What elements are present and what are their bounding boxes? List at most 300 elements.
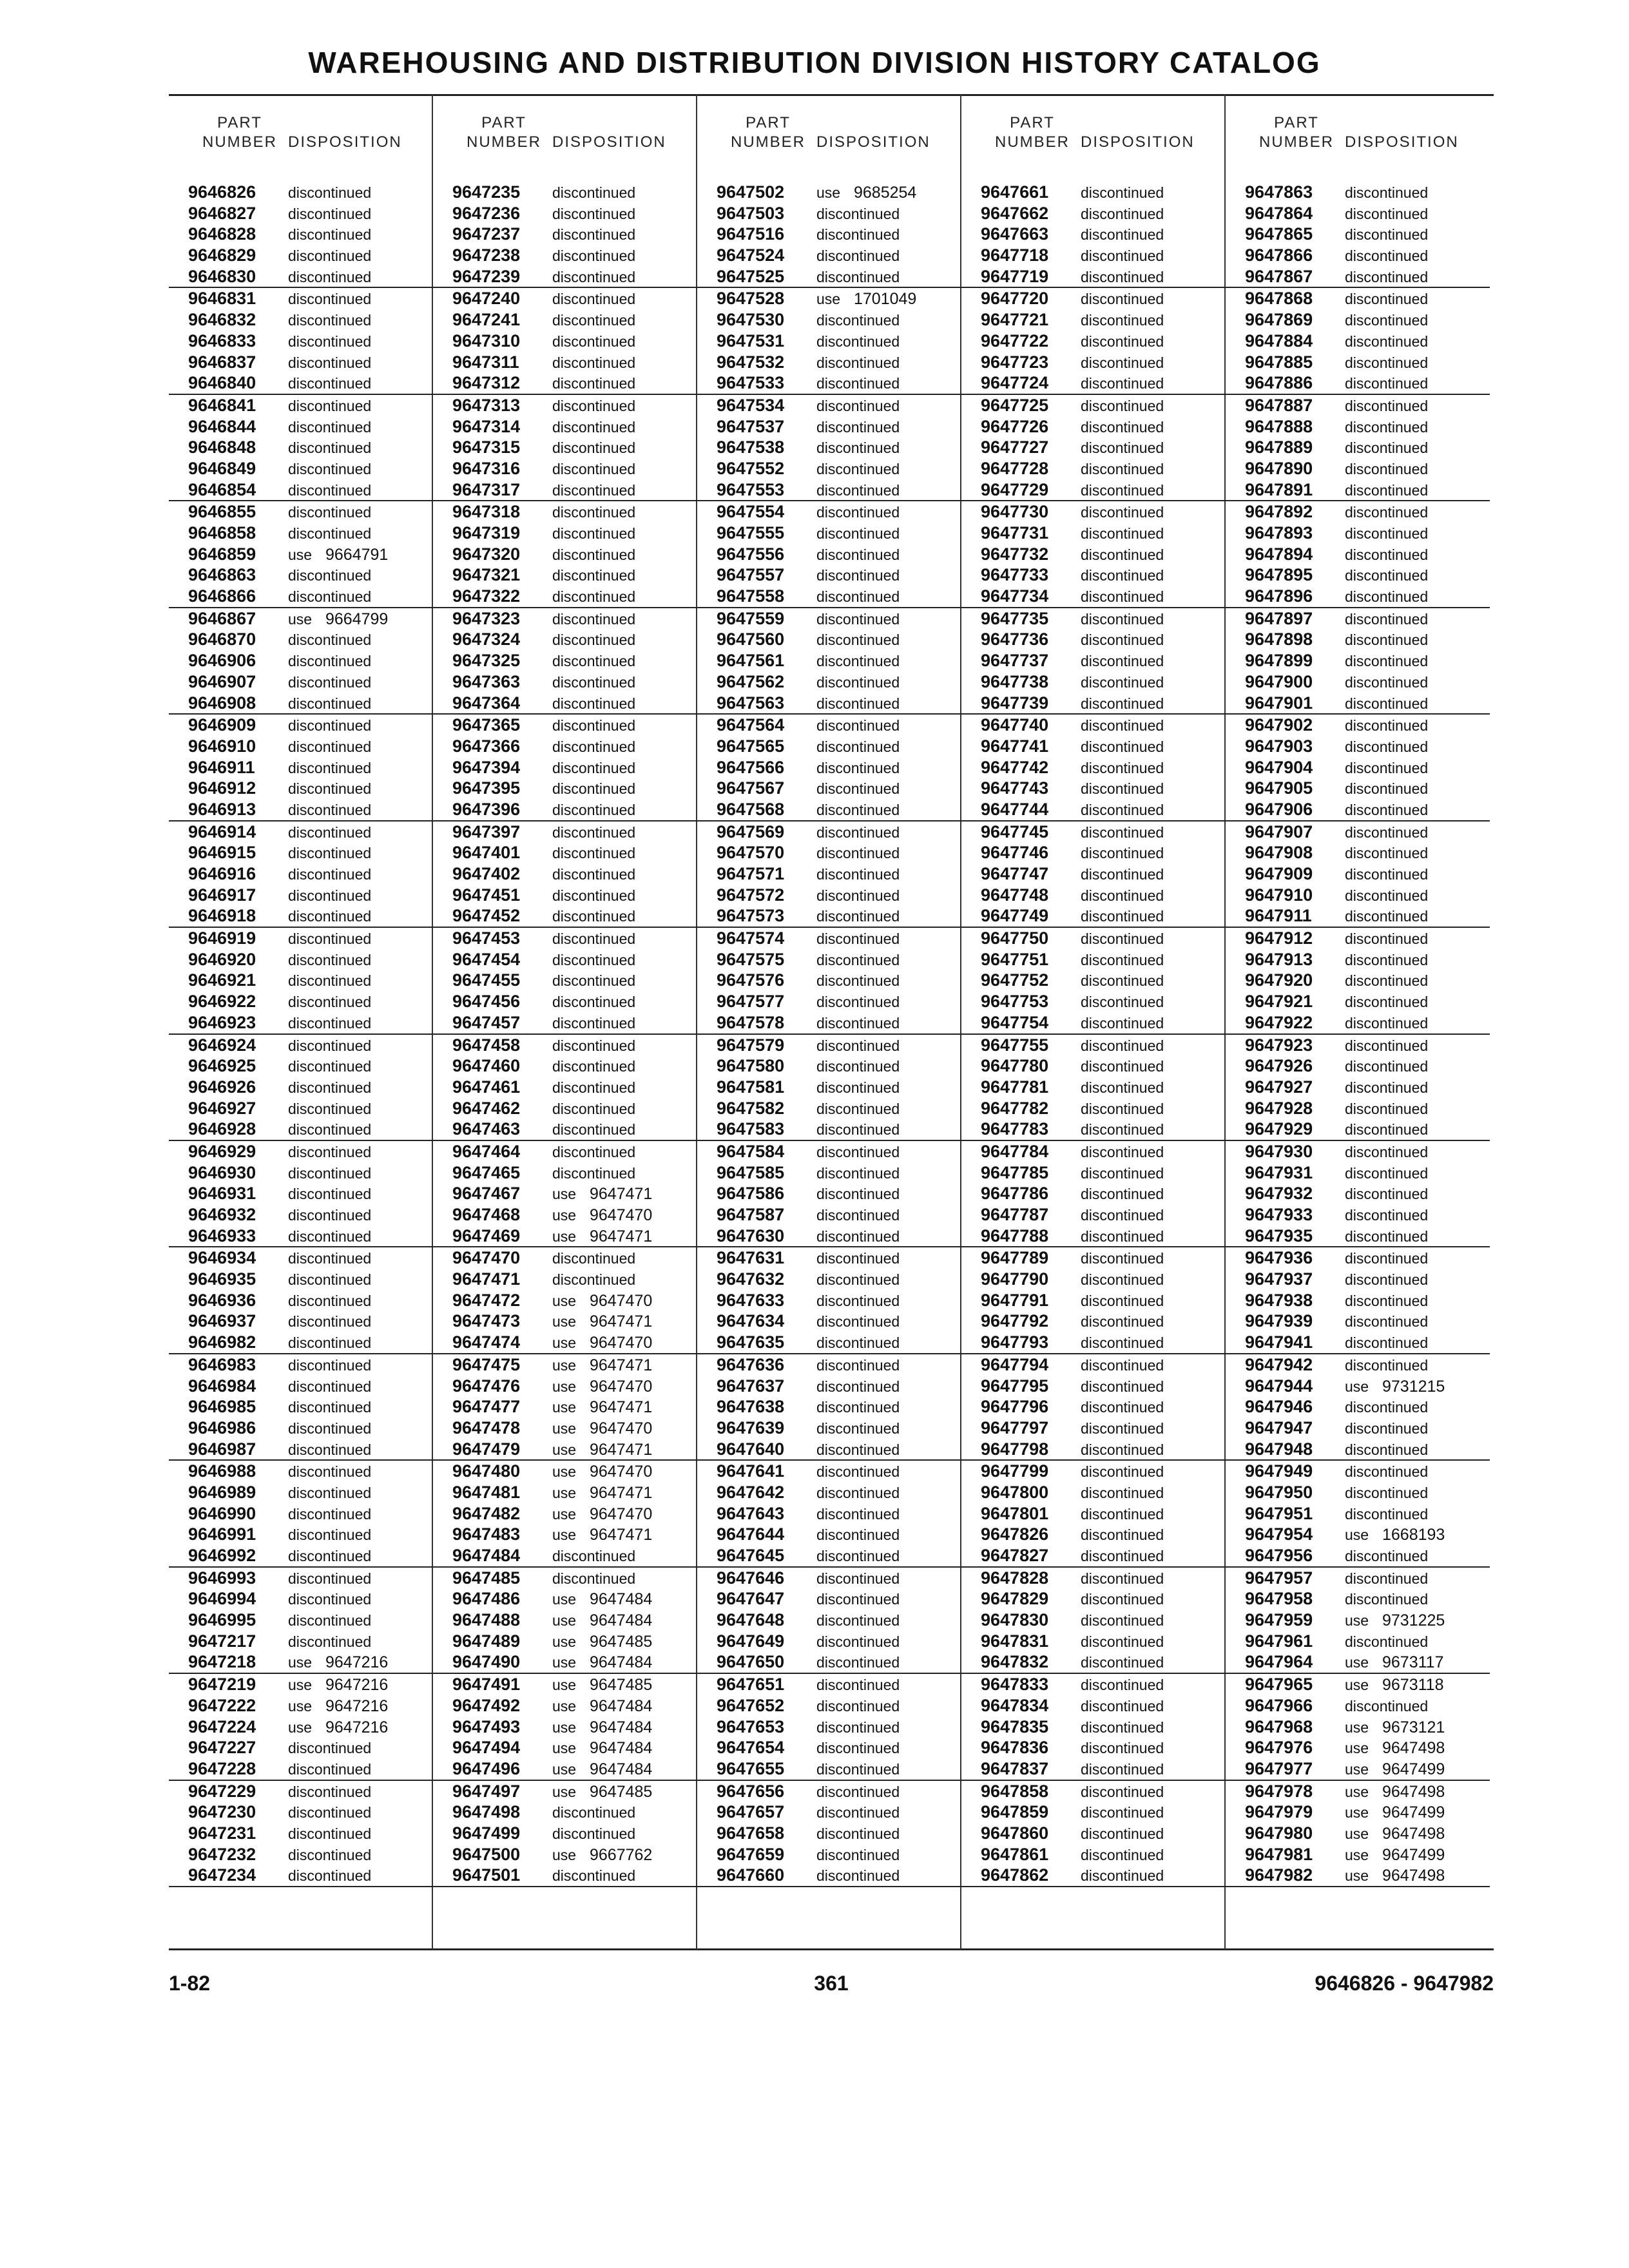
part-number: 9647473 [452,1311,521,1331]
part-number: 9647901 [1245,693,1313,713]
table-row [961,182,1226,203]
disposition [552,1782,652,1802]
part-number: 9647794 [981,1354,1049,1374]
table-row [433,715,697,736]
table-row [433,479,697,502]
table-row [1226,1865,1490,1887]
disposition: discontinued [288,439,372,457]
part-number: 9646932 [188,1205,256,1224]
part-number: 9647464 [452,1141,521,1161]
disposition: discontinued [288,1548,372,1564]
disposition: discontinued [552,1014,636,1032]
disposition-use: use [1345,1867,1369,1885]
disposition: discontinued [288,1227,372,1245]
disposition: discontinued [1345,1058,1429,1075]
part-number: 9647731 [981,523,1049,543]
disposition: discontinued [288,1100,372,1117]
table-row [1226,1290,1490,1311]
disposition-use: use [552,1292,577,1309]
table-row [169,1610,433,1631]
part-number: 9646855 [188,502,256,522]
disposition: discontinued [1081,673,1164,691]
table-row [961,1141,1226,1162]
table-row [1226,352,1490,373]
part-number: 9647740 [981,715,1049,735]
part-number: 9647724 [981,373,1049,393]
disposition: discontinued [552,972,636,990]
table-row [433,395,697,416]
replacement-part-number: 9647216 [325,1696,389,1715]
part-number: 9647742 [981,757,1049,777]
table-row [697,1716,961,1738]
disposition: discontinued [816,1378,900,1395]
table-row [697,586,961,608]
part-number: 9646854 [188,479,256,499]
disposition-use: use [552,1313,577,1331]
table-row [433,1396,697,1418]
table-row [961,395,1226,416]
footer-section: 1-82 [169,1972,211,1995]
part-number: 9647647 [717,1589,785,1609]
disposition: discontinued [288,588,372,606]
disposition: discontinued [1345,504,1429,521]
disposition-use: use [1345,1825,1369,1842]
disposition: discontinued [552,525,636,542]
part-number: 9647556 [717,544,785,564]
table-row [697,629,961,650]
table-row [697,1055,961,1077]
part-number: 9647552 [717,458,785,478]
disposition: discontinued [1081,908,1164,925]
disposition: discontinued [816,439,900,457]
disposition: discontinued [1081,1227,1164,1245]
part-number: 9646920 [188,949,256,969]
table-row [961,437,1226,458]
part-number: 9647744 [981,799,1049,819]
disposition: discontinued [1081,1591,1164,1608]
disposition: discontinued [1081,354,1164,371]
part-number-heading [729,113,807,152]
disposition: discontinued [552,567,636,584]
disposition: discontinued [816,1227,900,1245]
table-row [697,1568,961,1589]
part-number: 9647889 [1245,437,1313,457]
table-row [169,458,433,479]
part-number: 9647939 [1245,1311,1313,1331]
table-row [169,266,433,289]
disposition: discontinued [552,226,636,244]
disposition: discontinued [816,397,900,414]
disposition-use: use [1345,1677,1369,1694]
disposition-use: use [288,1697,313,1715]
part-number: 9646990 [188,1503,256,1523]
part-number: 9647937 [1245,1269,1313,1289]
part-number: 9647885 [1245,352,1313,372]
table-row [697,266,961,289]
part-number: 9647902 [1245,715,1313,735]
disposition: discontinued [552,780,636,798]
disposition-use: use [816,184,841,201]
disposition: discontinued [1345,845,1429,862]
table-row [1226,479,1490,502]
disposition: discontinued [1081,653,1164,670]
table-row [169,416,433,437]
number-heading-line: NUMBER [466,133,541,151]
table-row [169,970,433,991]
part-number: 9647454 [452,949,521,969]
disposition [1345,1803,1445,1822]
table-row [1226,671,1490,693]
replacement-part-number: 9647471 [590,1356,653,1374]
part-number: 9646922 [188,992,256,1012]
table-row [961,1290,1226,1311]
part-number: 9646984 [188,1376,256,1396]
disposition-use: use [552,1633,577,1650]
table-row [961,1695,1226,1716]
part-number: 9647575 [717,949,785,969]
disposition: discontinued [1345,887,1429,904]
disposition [552,1653,652,1672]
disposition: discontinued [288,1334,372,1352]
table-row [433,1716,697,1738]
disposition: discontinued [1081,1505,1164,1523]
part-number: 9647785 [981,1162,1049,1182]
table-row [697,501,961,523]
disposition: discontinued [552,1804,636,1821]
replacement-part-number: 9647471 [590,1398,653,1417]
disposition: discontinued [1345,397,1429,414]
disposition-use: use [1345,1612,1369,1629]
part-number: 9647976 [1245,1738,1313,1758]
table-row [697,1269,961,1290]
part-number: 9647800 [981,1482,1049,1502]
replacement-part-number: 9647471 [590,1312,653,1331]
table-row [1226,245,1490,266]
disposition: discontinued [1081,801,1164,818]
replacement-part-number: 9647470 [590,1291,653,1310]
part-number: 9647899 [1245,651,1313,671]
part-number: 9647397 [452,822,521,841]
table-row [961,523,1226,544]
part-number: 9647497 [452,1781,521,1801]
part-number: 9647457 [452,1012,521,1032]
part-number: 9647784 [981,1141,1049,1161]
disposition: discontinued [1081,332,1164,350]
disposition: discontinued [816,1037,900,1054]
table-row [961,586,1226,608]
part-number: 9647956 [1245,1546,1313,1565]
part-number: 9647478 [452,1418,521,1437]
disposition: discontinued [1081,1612,1164,1629]
table-row [169,501,433,523]
table-row [169,1482,433,1503]
disposition: discontinued [1345,247,1429,265]
disposition: discontinued [1081,1441,1164,1458]
disposition-use: use [288,1677,313,1694]
disposition: discontinued [1345,653,1429,670]
disposition: discontinued [1345,354,1429,371]
disposition: discontinued [816,481,900,499]
table-row [169,905,433,928]
part-number: 9647325 [452,651,521,671]
part-number: 9646863 [188,565,256,585]
part-number: 9647641 [717,1461,785,1481]
disposition [1345,1675,1443,1695]
part-number: 9647561 [717,651,785,671]
disposition: discontinued [1081,205,1164,222]
disposition: discontinued [1081,1484,1164,1501]
disposition: discontinued [816,546,900,563]
disposition-use: use [552,1463,577,1481]
part-number: 9647236 [452,203,521,223]
part-number: 9646994 [188,1589,256,1609]
table-row [697,799,961,822]
table-row [169,1311,433,1332]
table-row [433,437,697,458]
disposition: discontinued [816,653,900,670]
disposition: discontinued [816,268,900,285]
table-row [697,331,961,352]
part-number: 9647644 [717,1524,785,1544]
part-number: 9647480 [452,1461,521,1481]
part-number: 9647753 [981,992,1049,1012]
part-number: 9647635 [717,1332,785,1352]
disposition: discontinued [288,801,372,818]
part-number: 9646924 [188,1035,256,1055]
part-number: 9647217 [188,1631,256,1651]
table-row [1226,778,1490,799]
table-row [697,863,961,885]
part-number: 9647562 [717,671,785,691]
disposition: discontinued [288,1058,372,1075]
part-number: 9647931 [1245,1162,1313,1182]
disposition-use: use [552,1484,577,1501]
part-number: 9647231 [188,1823,256,1843]
part-number: 9646858 [188,523,256,543]
disposition: discontinued [1081,1100,1164,1117]
part-number: 9647474 [452,1332,521,1352]
part-number: 9647788 [981,1225,1049,1245]
table-row [1226,928,1490,949]
disposition: discontinued [1345,1463,1429,1481]
disposition: discontinued [288,1271,372,1289]
disposition [552,1206,652,1225]
disposition: discontinued [816,1441,900,1458]
table-row [1226,372,1490,395]
disposition-heading: DISPOSITION [552,133,666,151]
part-number: 9647828 [981,1568,1049,1588]
part-number: 9646916 [188,864,256,883]
table-row [961,564,1226,586]
table-row [697,1439,961,1461]
replacement-part-number: 9673117 [1382,1653,1444,1672]
table-row [1226,1439,1490,1461]
part-number: 9646927 [188,1098,256,1118]
table-row [169,352,433,373]
table-row [169,309,433,331]
part-number: 9646995 [188,1610,256,1630]
table-row [169,1035,433,1056]
part-number: 9646832 [188,310,256,330]
part-heading-line: PART [481,114,526,131]
part-number: 9647639 [717,1418,785,1437]
disposition: discontinued [816,1058,900,1075]
part-number: 9647636 [717,1354,785,1374]
replacement-part-number: 9647485 [590,1676,653,1695]
table-row [433,1737,697,1758]
disposition: discontinued [1345,439,1429,457]
replacement-part-number: 9647485 [590,1632,653,1651]
table-row [961,970,1226,991]
disposition: discontinued [552,951,636,968]
table-row [697,1396,961,1418]
table-row [961,266,1226,289]
table-row [697,1183,961,1204]
disposition: discontinued [1345,801,1429,818]
table-row [697,1098,961,1119]
table-row [697,693,961,715]
disposition: discontinued [1081,1121,1164,1139]
part-number: 9647941 [1245,1332,1313,1352]
table-row [961,1524,1226,1545]
table-row [697,1503,961,1524]
table-row [433,1439,697,1461]
table-row [961,203,1226,224]
disposition: discontinued [1345,1250,1429,1267]
part-number: 9647782 [981,1098,1049,1118]
table-row [1226,1716,1490,1738]
disposition: discontinued [816,1186,900,1203]
part-number: 9647460 [452,1056,521,1076]
table-row [1226,1781,1490,1802]
table-row [697,928,961,949]
table-row [697,1631,961,1652]
part-number: 9647574 [717,928,785,948]
table-row [433,1844,697,1865]
table-row [169,650,433,671]
part-number: 9647866 [1245,245,1313,265]
part-number: 9647781 [981,1077,1049,1097]
table-row [961,905,1226,928]
part-number: 9647645 [717,1546,785,1565]
disposition: discontinued [1081,375,1164,392]
disposition: discontinued [1081,312,1164,329]
table-row [433,693,697,715]
table-row [961,799,1226,822]
part-number: 9647864 [1245,203,1313,223]
disposition: discontinued [816,1526,900,1544]
disposition: discontinued [552,1058,636,1075]
disposition: discontinued [816,1718,900,1736]
table-row [697,309,961,331]
disposition-use: use [1345,1718,1369,1736]
part-number: 9647320 [452,544,521,564]
disposition [1345,1824,1445,1843]
table-row [433,1588,697,1610]
disposition-use: use [552,1846,577,1863]
disposition: discontinued [552,1250,636,1267]
table-row [697,1461,961,1482]
table-row [961,608,1226,629]
table-row [1226,757,1490,778]
table-row [961,1823,1226,1844]
part-number: 9647860 [981,1823,1049,1843]
disposition: discontinued [288,972,372,990]
table-row [169,1588,433,1610]
disposition-use: use [552,1441,577,1458]
table-row [433,331,697,352]
table-row [169,629,433,650]
table-row [169,1716,433,1738]
table-row [961,1077,1226,1098]
part-number: 9647929 [1245,1119,1313,1139]
table-row [961,1247,1226,1269]
part-number: 9647485 [452,1568,521,1588]
part-number: 9646983 [188,1354,256,1374]
part-number: 9647402 [452,864,521,883]
disposition: discontinued [1345,332,1429,350]
part-number: 9647500 [452,1844,521,1864]
table-row [433,608,697,629]
table-row [961,842,1226,863]
disposition: discontinued [816,354,900,371]
disposition: discontinued [1081,780,1164,798]
disposition: discontinued [816,1612,900,1629]
disposition [552,1440,652,1459]
table-row [433,1545,697,1568]
table-row [697,1332,961,1354]
table-row [433,1568,697,1589]
table-row [1226,1758,1490,1781]
part-number: 9647310 [452,331,521,351]
table-row [1226,799,1490,822]
disposition: discontinued [552,631,636,649]
disposition [552,1696,652,1716]
disposition: discontinued [1345,546,1429,563]
part-number: 9647755 [981,1035,1049,1055]
table-row [433,1631,697,1652]
column-header [169,113,433,159]
disposition: discontinued [816,226,900,244]
part-number: 9647534 [717,395,785,415]
replacement-part-number: 9647498 [1382,1739,1445,1758]
part-number: 9647947 [1245,1418,1313,1437]
part-number: 9647554 [717,502,785,522]
table-row [433,757,697,778]
table-row [169,1439,433,1461]
disposition-use: use [552,1526,577,1544]
part-number: 9647472 [452,1290,521,1310]
part-number: 9647537 [717,416,785,436]
table-row [433,203,697,224]
table-row [961,1610,1226,1631]
disposition: discontinued [816,759,900,776]
disposition: discontinued [1345,631,1429,649]
replacement-part-number: 9647470 [590,1334,653,1352]
table-row [169,736,433,757]
table-row [169,1119,433,1141]
disposition: discontinued [816,1846,900,1863]
disposition: discontinued [552,887,636,904]
part-number: 9647572 [717,885,785,905]
part-number: 9647966 [1245,1695,1313,1715]
disposition: discontinued [552,247,636,265]
table-row [433,1461,697,1482]
part-number: 9647907 [1245,822,1313,841]
part-number: 9647961 [1245,1631,1313,1651]
replacement-part-number: 9664799 [325,610,389,628]
disposition: discontinued [816,332,900,350]
